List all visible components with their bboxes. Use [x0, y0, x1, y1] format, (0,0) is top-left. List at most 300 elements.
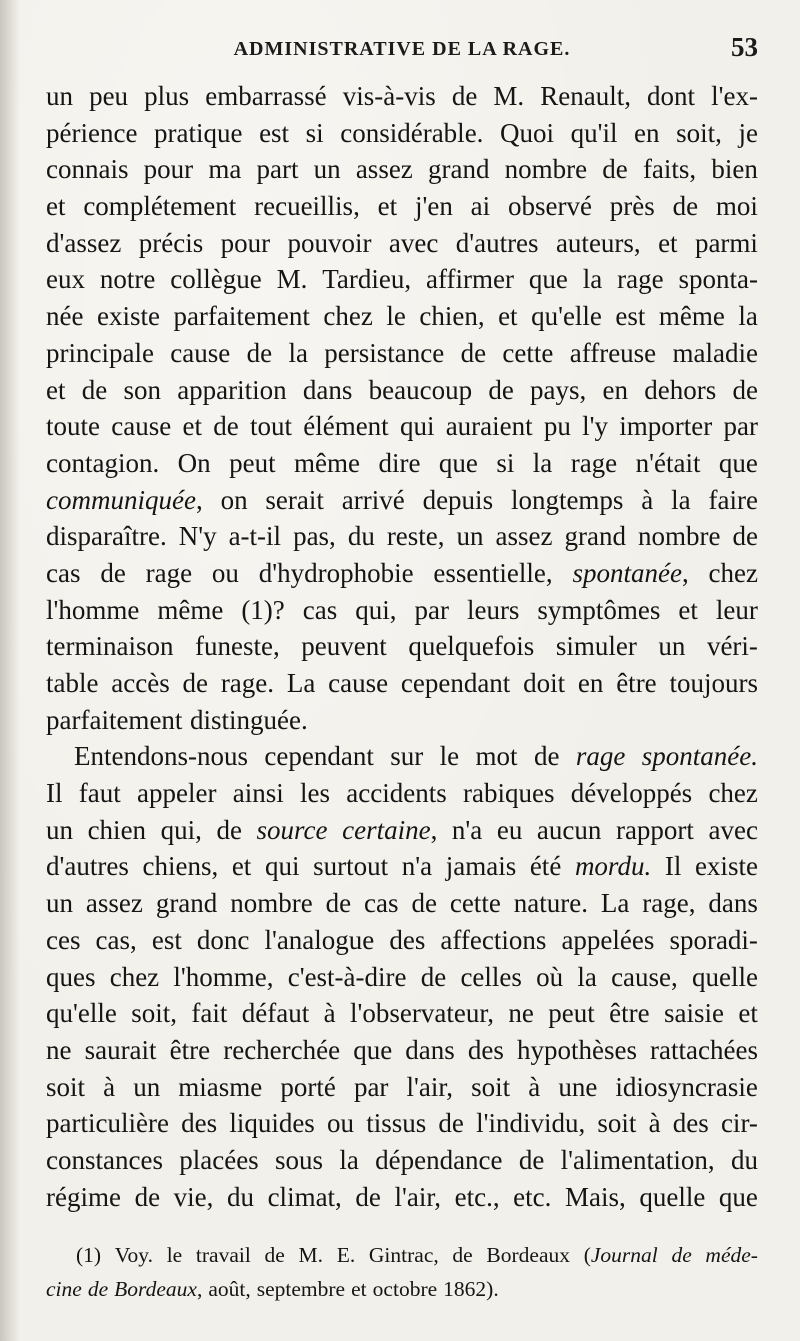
- word: de: [518, 1144, 545, 1175]
- text-line: [46, 518, 758, 555]
- word: La: [600, 888, 630, 919]
- word: sporadi-: [669, 924, 758, 955]
- text-line: [46, 78, 758, 115]
- word: maladie: [672, 337, 758, 368]
- word: de: [732, 374, 758, 405]
- page-gutter-shadow: [0, 0, 20, 1341]
- word: la: [577, 961, 597, 992]
- word: à: [528, 1071, 541, 1102]
- word: table: [46, 668, 99, 698]
- text-line: [46, 702, 758, 739]
- word: septembre: [256, 1277, 346, 1301]
- word: dans: [302, 374, 353, 405]
- word: ou: [211, 557, 239, 588]
- word: ainsi: [232, 778, 284, 809]
- word: de: [438, 1108, 464, 1139]
- word: considérable.: [340, 117, 484, 148]
- word: constances: [46, 1144, 163, 1175]
- text-line: [46, 959, 758, 996]
- word: quelle: [639, 1181, 706, 1212]
- word: élément: [303, 411, 389, 442]
- word: c'est-à-dire: [287, 961, 407, 992]
- word: un: [313, 154, 341, 185]
- word: cause,: [611, 961, 678, 992]
- word: même: [157, 594, 224, 625]
- word: dont: [647, 81, 696, 111]
- text-line: [46, 445, 758, 482]
- word: La: [286, 668, 316, 698]
- word: placées: [179, 1144, 259, 1175]
- word: cause: [170, 337, 231, 368]
- word: cause: [328, 668, 389, 698]
- word: faits,: [642, 154, 697, 185]
- footnote: [46, 1238, 758, 1306]
- word: soit: [597, 1108, 637, 1139]
- word: chiens,: [142, 851, 219, 882]
- word: moi: [715, 191, 758, 222]
- word: même: [658, 301, 725, 332]
- word: vis-à-vis: [342, 81, 436, 111]
- word: méde-: [705, 1243, 758, 1267]
- word: qu'elle: [46, 998, 117, 1029]
- word: chien,: [419, 301, 485, 332]
- word: depuis: [422, 484, 494, 515]
- word: un: [46, 888, 73, 919]
- word: pratique: [154, 117, 243, 148]
- page-number: 53: [731, 32, 758, 62]
- word: importer: [619, 411, 713, 442]
- word: des: [389, 924, 426, 955]
- word: de: [451, 81, 478, 111]
- word: les: [300, 778, 330, 809]
- word: source: [256, 814, 328, 845]
- word: de: [87, 1277, 109, 1301]
- text-line: [46, 408, 758, 445]
- word: Bordeaux: [486, 1243, 570, 1267]
- word: tissus: [366, 1108, 427, 1139]
- word: eu: [496, 814, 523, 845]
- text-line: [46, 922, 758, 959]
- word: est: [151, 924, 182, 955]
- word: de: [81, 374, 108, 405]
- word: Entendons-nous: [74, 741, 248, 772]
- word: recueillis,: [254, 191, 360, 222]
- word: dépendance: [375, 1144, 503, 1175]
- word: notre: [99, 264, 156, 295]
- word: être: [609, 998, 650, 1029]
- word: mordu.: [574, 851, 652, 882]
- word: (1)?: [241, 594, 285, 625]
- word: qui,: [355, 594, 397, 625]
- word: rattachées: [650, 1034, 758, 1065]
- word: rage: [145, 557, 193, 588]
- word: spontanée.: [641, 741, 758, 772]
- word: par: [353, 1071, 389, 1102]
- word: qu'il: [570, 117, 618, 148]
- word: l'air,: [406, 1071, 454, 1102]
- word: toute: [46, 411, 100, 442]
- word: leurs: [466, 594, 520, 625]
- word: périence: [46, 117, 138, 148]
- text-line: [46, 555, 758, 592]
- word: saurait: [84, 1034, 157, 1065]
- word: miasme: [178, 1071, 263, 1102]
- text-line: [46, 848, 758, 885]
- word: été: [529, 851, 562, 882]
- word: contagion.: [46, 447, 160, 478]
- word: et: [46, 374, 66, 405]
- word: la: [339, 1144, 359, 1175]
- word: ma: [208, 154, 242, 185]
- word: le: [439, 741, 460, 772]
- word: cine: [46, 1277, 82, 1301]
- word: cas,: [95, 924, 137, 955]
- word: à: [103, 1071, 116, 1102]
- word: ai: [470, 191, 491, 222]
- text-line: [46, 261, 758, 298]
- word: par: [723, 411, 758, 442]
- word: auraient: [445, 411, 533, 442]
- word: simuler: [555, 631, 637, 662]
- word: que: [718, 1181, 758, 1212]
- word: leur: [715, 594, 758, 625]
- word: bien: [711, 154, 758, 185]
- word: appelées: [561, 924, 655, 955]
- word: chez: [708, 557, 758, 588]
- word: rage.: [220, 668, 275, 698]
- word: chien: [87, 814, 147, 845]
- text-line: [46, 775, 758, 812]
- word: une: [558, 1071, 598, 1102]
- word: ces: [46, 924, 81, 955]
- word: n'a: [401, 851, 433, 882]
- word: fait: [191, 998, 228, 1029]
- word: d'hydrophobie: [258, 557, 414, 588]
- word: beaucoup: [368, 374, 473, 405]
- text-line: [46, 738, 758, 775]
- word: etc.: [513, 1181, 552, 1212]
- word: de: [452, 1243, 473, 1267]
- word: j'en: [414, 191, 453, 222]
- word: communiquée,: [46, 484, 203, 515]
- word: de: [182, 668, 209, 698]
- word: défaut: [241, 998, 310, 1029]
- text-line: [46, 1142, 758, 1179]
- word: et: [231, 851, 252, 882]
- word: cause: [111, 411, 172, 442]
- word: du: [730, 1144, 758, 1175]
- word: dire: [378, 447, 421, 478]
- word: de: [533, 741, 560, 772]
- word: de: [213, 411, 239, 442]
- word: son: [123, 374, 161, 405]
- word: ne: [508, 998, 534, 1029]
- word: de: [602, 154, 628, 185]
- word: de: [246, 337, 273, 368]
- text-line: [46, 1105, 758, 1142]
- text-line: [46, 885, 758, 922]
- word: embarrassé: [205, 81, 327, 111]
- word: E.: [336, 1243, 356, 1267]
- word: pouvoir: [287, 227, 372, 258]
- word: est: [259, 117, 290, 148]
- word: rage: [575, 741, 626, 772]
- word: reste,: [386, 521, 445, 552]
- word: et: [351, 1277, 367, 1301]
- text-line: [46, 372, 758, 409]
- word: sponta-: [678, 264, 758, 295]
- word: de: [134, 1181, 161, 1212]
- word: de: [216, 814, 242, 845]
- text-line: [46, 628, 758, 665]
- text-line: [46, 115, 758, 152]
- word: parfaitement: [46, 704, 183, 735]
- word: soit,: [676, 117, 722, 148]
- word: même: [294, 447, 361, 478]
- word: cette: [502, 337, 554, 368]
- word: à: [648, 1108, 661, 1139]
- word: Voy.: [114, 1243, 153, 1267]
- word: serait: [265, 484, 324, 515]
- word: affreuse: [569, 337, 657, 368]
- word: ne: [46, 1034, 72, 1065]
- word: d'autres: [46, 851, 129, 882]
- word: qui: [399, 411, 435, 442]
- word: disparaître.: [46, 521, 167, 552]
- word: climat,: [267, 1181, 342, 1212]
- word: si: [496, 447, 515, 478]
- word: et: [377, 191, 398, 222]
- word: eux: [46, 264, 85, 295]
- word: ou: [327, 1108, 354, 1139]
- word: surtout: [313, 851, 389, 882]
- text-line: [46, 1179, 758, 1216]
- word: à: [323, 998, 336, 1029]
- word: terminaison: [46, 631, 174, 662]
- word: parmi: [694, 227, 758, 258]
- word: précis: [138, 227, 204, 258]
- text-line: [46, 812, 758, 849]
- word: en: [577, 668, 604, 698]
- word: je: [738, 117, 758, 148]
- word: l'observateur,: [350, 998, 494, 1029]
- word: un: [133, 1071, 161, 1102]
- word: des: [181, 1108, 218, 1139]
- word: tout: [249, 411, 292, 442]
- word: la: [671, 484, 691, 515]
- page-header: [46, 30, 758, 70]
- word: recherchée: [223, 1034, 341, 1065]
- word: si: [305, 117, 324, 148]
- word: rage,: [642, 888, 696, 919]
- word: cas: [364, 888, 399, 919]
- word: cependant: [400, 668, 511, 698]
- word: parfaitement: [173, 301, 310, 332]
- word: funeste,: [195, 631, 280, 662]
- word: jamais: [445, 851, 517, 882]
- word: l'homme: [46, 594, 140, 625]
- word: rabiques: [462, 778, 555, 809]
- word: à: [641, 484, 654, 515]
- footnote-line: [46, 1238, 758, 1272]
- word: appeler: [137, 778, 217, 809]
- word: vie,: [173, 1181, 214, 1212]
- word: n'a: [451, 814, 483, 845]
- word: sous: [275, 1144, 324, 1175]
- word: rage: [617, 264, 664, 295]
- word: nombre: [504, 154, 588, 185]
- word: que: [528, 264, 568, 295]
- word: par: [414, 594, 449, 625]
- word: d'autres: [455, 227, 539, 258]
- word: de: [672, 191, 699, 222]
- word: dehors: [644, 374, 717, 405]
- word: hypothèses: [516, 1034, 637, 1065]
- word: arrivé: [341, 484, 405, 515]
- word: développés: [570, 778, 693, 809]
- word: avec: [708, 814, 758, 845]
- word: nombre: [637, 521, 721, 552]
- word: (1): [76, 1243, 102, 1267]
- word: rapport: [615, 814, 694, 845]
- word: assez: [495, 521, 553, 552]
- word: la: [738, 301, 758, 332]
- word: cas: [302, 594, 338, 625]
- word: de: [325, 888, 352, 919]
- word: observé: [508, 191, 592, 222]
- word: la: [582, 264, 603, 295]
- word: idiosyncrasie: [615, 1071, 758, 1102]
- word: soit: [46, 1071, 86, 1102]
- word: aucun: [536, 814, 602, 845]
- word: symptômes: [537, 594, 661, 625]
- word: nature.: [513, 888, 588, 919]
- text-line: [46, 1032, 758, 1069]
- word: collègue: [170, 264, 262, 295]
- word: et: [182, 411, 202, 442]
- word: pour: [220, 227, 271, 258]
- word: et: [658, 227, 678, 258]
- word: persistance: [324, 337, 445, 368]
- word: part: [256, 154, 299, 185]
- word: 1862).: [443, 1277, 499, 1301]
- word: l'air,: [394, 1181, 441, 1212]
- word: grand: [427, 154, 490, 185]
- word: la: [532, 447, 553, 478]
- word: du: [226, 1181, 254, 1212]
- word: août,: [208, 1277, 251, 1301]
- word: saisie: [664, 998, 724, 1029]
- word: qui,: [160, 814, 202, 845]
- word: pays,: [530, 374, 587, 405]
- word: l'y: [582, 411, 609, 442]
- word: un: [456, 521, 484, 552]
- word: existe: [96, 301, 160, 332]
- word: Bordeaux,: [114, 1277, 203, 1301]
- word: est: [615, 301, 646, 332]
- word: plus: [144, 81, 190, 111]
- word: et: [498, 301, 518, 332]
- word: N'y: [178, 521, 217, 552]
- word: de: [488, 374, 514, 405]
- word: du: [347, 521, 375, 552]
- word: être: [616, 668, 657, 698]
- word: soit: [471, 1071, 511, 1102]
- word: chez: [109, 961, 160, 992]
- word: Gintrac,: [368, 1243, 439, 1267]
- word: de: [420, 961, 447, 992]
- word: l'ex-: [711, 81, 758, 111]
- word: avec: [388, 227, 439, 258]
- word: particulière: [46, 1108, 169, 1139]
- word: M.: [298, 1243, 323, 1267]
- word: grand: [155, 888, 218, 919]
- word: soit,: [131, 998, 177, 1029]
- word: le: [386, 301, 406, 332]
- word: toujours: [669, 668, 758, 698]
- word: nombre: [230, 888, 313, 919]
- word: cas: [46, 557, 81, 588]
- word: porté: [280, 1071, 336, 1102]
- word: quelquefois: [408, 631, 535, 662]
- body-text: [46, 78, 758, 1215]
- word: On: [177, 447, 211, 478]
- word: véri-: [706, 631, 758, 662]
- text-line: [46, 225, 758, 262]
- word: de: [355, 1181, 381, 1212]
- word: un: [46, 814, 73, 845]
- word: régime: [46, 1181, 121, 1212]
- word: Il: [46, 778, 63, 809]
- word: affirmer: [425, 264, 514, 295]
- word: que: [438, 447, 478, 478]
- word: faire: [708, 484, 758, 515]
- word: travail: [195, 1243, 251, 1267]
- word: essentielle,: [433, 557, 553, 588]
- word: Quoi: [500, 117, 554, 148]
- word: cir-: [720, 1108, 758, 1139]
- word: octobre: [372, 1277, 438, 1301]
- word: donc: [196, 924, 250, 955]
- word: principale: [46, 337, 154, 368]
- word: cependant: [264, 741, 374, 772]
- word: sur: [390, 741, 424, 772]
- word: où: [536, 961, 564, 992]
- word: dans: [708, 888, 758, 919]
- word: de: [671, 1243, 692, 1267]
- word: Il: [664, 851, 682, 882]
- word: pour: [143, 154, 194, 185]
- word: l'analogue: [264, 924, 375, 955]
- word: (Journal: [583, 1243, 658, 1267]
- word: née: [46, 301, 84, 332]
- word: l'homme,: [173, 961, 274, 992]
- word: faut: [78, 778, 121, 809]
- word: peu: [89, 81, 129, 111]
- word: M.: [276, 264, 308, 295]
- word: qu'elle: [531, 301, 602, 332]
- word: pu: [543, 411, 571, 442]
- word: la: [288, 337, 308, 368]
- word: on: [220, 484, 248, 515]
- word: Tardieu,: [322, 264, 412, 295]
- footnote-line: [46, 1272, 758, 1306]
- text-line: [46, 335, 758, 372]
- word: le: [166, 1243, 183, 1267]
- word: en: [634, 117, 660, 148]
- text-line: [46, 298, 758, 335]
- word: assez: [85, 888, 143, 919]
